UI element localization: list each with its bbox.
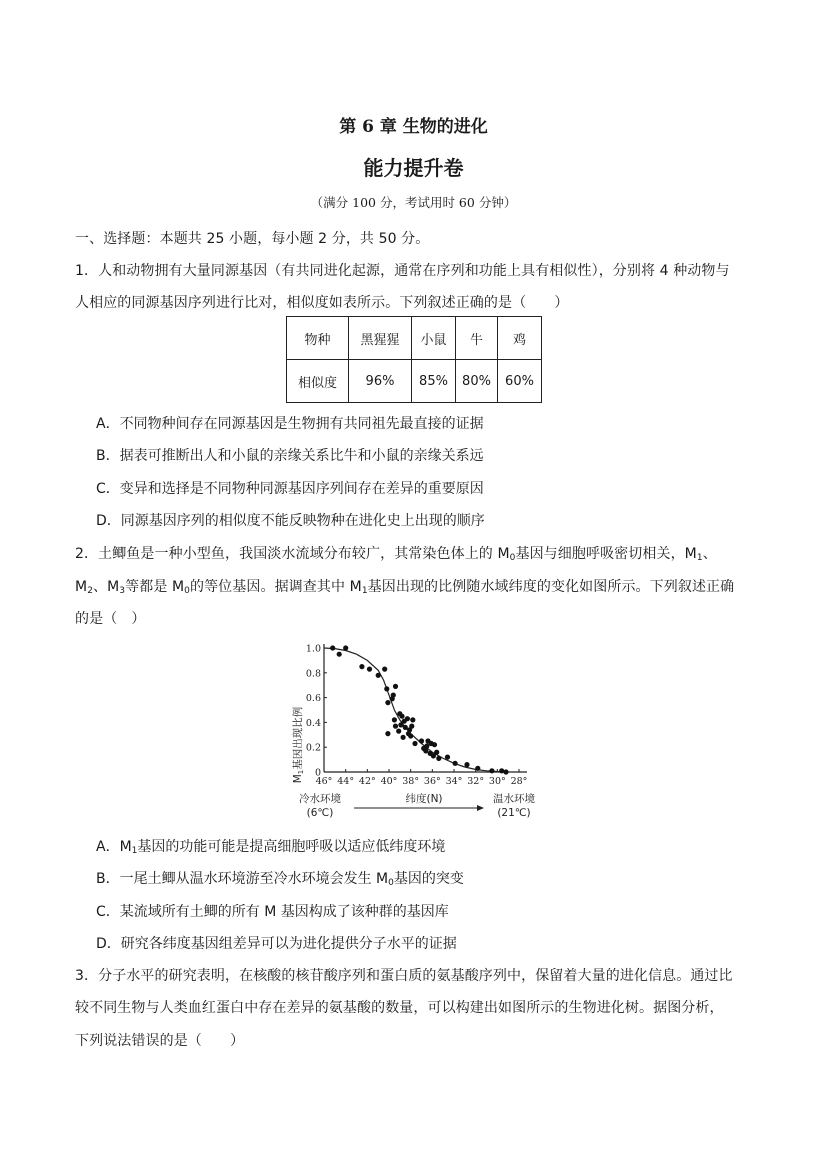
data-point xyxy=(385,731,390,736)
x-axis-label: 纬度(N) xyxy=(405,793,443,805)
data-point xyxy=(405,716,410,721)
data-point xyxy=(424,743,429,748)
subscript: 1 xyxy=(131,846,138,856)
text: A．M xyxy=(96,839,132,855)
table-cell: 85% xyxy=(412,360,456,403)
chart-axes xyxy=(306,644,528,788)
y-label-rest: 基因出现比例 xyxy=(292,706,304,770)
y-label-sub: 1 xyxy=(297,769,305,775)
q3-stem-line3: 下列说法错误的是（ ） xyxy=(75,1033,245,1049)
q1-option-c: C．变异和选择是不同物种同源基因序列间存在差异的重要原因 xyxy=(96,481,484,497)
table-cell: 80% xyxy=(456,360,498,403)
warm-water-label: 温水环境 xyxy=(493,793,535,805)
subscript: 3 xyxy=(119,586,126,596)
data-point xyxy=(503,769,508,774)
data-point xyxy=(399,714,404,719)
section-heading: 一、选择题：本题共 25 小题，每小题 2 分，共 50 分。 xyxy=(75,231,430,247)
text: 基因与细胞呼吸密切相关，M xyxy=(515,546,697,562)
q2-option-d: D．研究各纬度基因组差异可以为进化提供分子水平的证据 xyxy=(96,936,457,952)
chapter-title: 第 6 章 生物的进化 xyxy=(339,117,488,137)
data-point xyxy=(432,742,437,747)
y-tick-label: 0.6 xyxy=(305,693,321,705)
data-point xyxy=(359,664,364,669)
data-point xyxy=(367,667,372,672)
subscript: 2 xyxy=(87,586,94,596)
data-point xyxy=(391,693,396,698)
data-point xyxy=(376,673,381,678)
data-point xyxy=(384,686,389,691)
table-cell: 物种 xyxy=(287,317,349,360)
data-point xyxy=(419,738,424,743)
text: B．一尾土鲫从温水环境游至冷水环境会发生 M xyxy=(96,871,389,887)
data-point xyxy=(434,750,439,755)
x-tick-label: 46° xyxy=(315,776,333,787)
x-tick-label: 32° xyxy=(467,776,485,787)
table-cell: 60% xyxy=(498,360,542,403)
x-tick-label: 28° xyxy=(510,776,528,787)
data-point xyxy=(398,722,403,727)
x-tick-label: 30° xyxy=(488,776,506,787)
text: 基因出现的比例随水域纬度的变化如图所示。下列叙述正确 xyxy=(367,579,735,595)
fit-curve xyxy=(324,648,508,772)
data-point xyxy=(423,748,428,753)
data-point xyxy=(436,756,441,761)
latitude-chart xyxy=(290,635,550,825)
table-row xyxy=(287,360,542,403)
y-label-m: M xyxy=(292,774,304,784)
q1-option-d: D．同源基因序列的相似度不能反映物种在进化史上出现的顺序 xyxy=(96,513,485,529)
data-point xyxy=(385,700,390,705)
data-points-group xyxy=(330,645,508,774)
table-cell: 相似度 xyxy=(287,360,349,403)
data-point xyxy=(392,717,397,722)
q3-stem-line2: 较不同生物与人类血红蛋白中存在差异的氨基酸的数量，可以构建出如图所示的生物进化树。据图分析， xyxy=(75,1000,724,1016)
text: 的等位基因。据调查其中 M xyxy=(189,579,362,595)
fit-curve-group xyxy=(324,648,508,772)
data-point xyxy=(445,755,450,760)
subscript: 0 xyxy=(388,878,394,888)
cold-water-label: 冷水环境 xyxy=(299,793,341,805)
y-tick-label: 0.4 xyxy=(305,717,321,729)
text: 基因的功能可能是提高细胞呼吸以适应低纬度环境 xyxy=(137,839,446,855)
table-cell: 黑猩猩 xyxy=(349,317,412,360)
subscript: 1 xyxy=(696,553,703,563)
q2-stem-line3: 的是（ ） xyxy=(75,611,146,627)
text: 、 xyxy=(702,546,717,562)
data-point xyxy=(401,735,406,740)
y-tick-label: 0 xyxy=(314,767,321,779)
data-point xyxy=(453,761,458,766)
q1-option-a: A．不同物种间存在同源基因是生物拥有共同祖先最直接的证据 xyxy=(96,416,484,432)
paper-subtitle: （满分 100 分，考试用时 60 分钟） xyxy=(310,195,517,210)
data-point xyxy=(393,684,398,689)
cold-water-temp: (6℃) xyxy=(306,807,334,819)
arrow-head-icon xyxy=(477,805,484,811)
data-point xyxy=(412,741,417,746)
data-point xyxy=(343,645,348,650)
y-axis-label xyxy=(291,707,305,784)
data-point xyxy=(382,667,387,672)
table-header-row xyxy=(287,317,542,360)
text: M xyxy=(75,579,88,595)
x-tick-label: 36° xyxy=(423,776,441,787)
y-tick-label: 0.8 xyxy=(305,668,321,680)
subscript: 0 xyxy=(509,553,516,563)
y-tick-label: 1.0 xyxy=(305,643,321,655)
data-point xyxy=(409,724,414,729)
x-tick-label: 40° xyxy=(380,776,398,787)
y-tick-label: 0.2 xyxy=(305,742,321,754)
subscript: 0 xyxy=(184,586,190,596)
data-point xyxy=(337,652,342,657)
subscript: 1 xyxy=(361,586,368,596)
data-point xyxy=(489,768,494,773)
paper-title: 能力提升卷 xyxy=(363,156,464,180)
similarity-table xyxy=(286,316,542,403)
table-cell: 牛 xyxy=(456,317,498,360)
table-cell: 小鼠 xyxy=(412,317,456,360)
q1-stem-line1: 1．人和动物拥有大量同源基因（有共同进化起源，通常在序列和功能上具有相似性），分别将 4 种动物与 xyxy=(75,263,730,279)
x-tick-label: 34° xyxy=(445,776,463,787)
q1-option-b: B．据表可推断出人和小鼠的亲缘关系比牛和小鼠的亲缘关系远 xyxy=(96,448,484,464)
table-cell: 96% xyxy=(349,360,412,403)
q3-stem-line1: 3．分子水平的研究表明，在核酸的核苷酸序列和蛋白质的氨基酸序列中，保留着大量的进化信息。通过比 xyxy=(75,968,733,984)
data-point xyxy=(464,762,469,767)
x-tick-label: 42° xyxy=(358,776,376,787)
data-point xyxy=(330,645,335,650)
data-point xyxy=(475,766,480,771)
x-tick-label: 44° xyxy=(337,776,355,787)
q2-option-a xyxy=(96,836,445,856)
table-cell: 鸡 xyxy=(498,317,542,360)
data-point xyxy=(408,733,413,738)
data-point xyxy=(393,724,398,729)
text: 2．土鲫鱼是一种小型鱼，我国淡水流域分布较广，其常染色体上的 M xyxy=(75,546,510,562)
q2-stem-line2 xyxy=(75,576,734,596)
warm-water-temp: (21℃) xyxy=(497,807,531,819)
q2-option-c: C．某流域所有土鲫的所有 M 基因构成了该种群的基因库 xyxy=(96,904,449,920)
data-point xyxy=(410,717,415,722)
text: 基因的突变 xyxy=(393,871,464,887)
text: 等都是 M xyxy=(125,579,185,595)
text: 、M xyxy=(93,579,120,595)
q1-stem-line2: 人相应的同源基因序列进行比对，相似度如表所示。下列叙述正确的是（ ） xyxy=(75,295,569,311)
data-point xyxy=(396,729,401,734)
q2-option-b xyxy=(96,868,464,888)
x-tick-label: 38° xyxy=(402,776,420,787)
q2-stem-line1 xyxy=(75,543,717,563)
